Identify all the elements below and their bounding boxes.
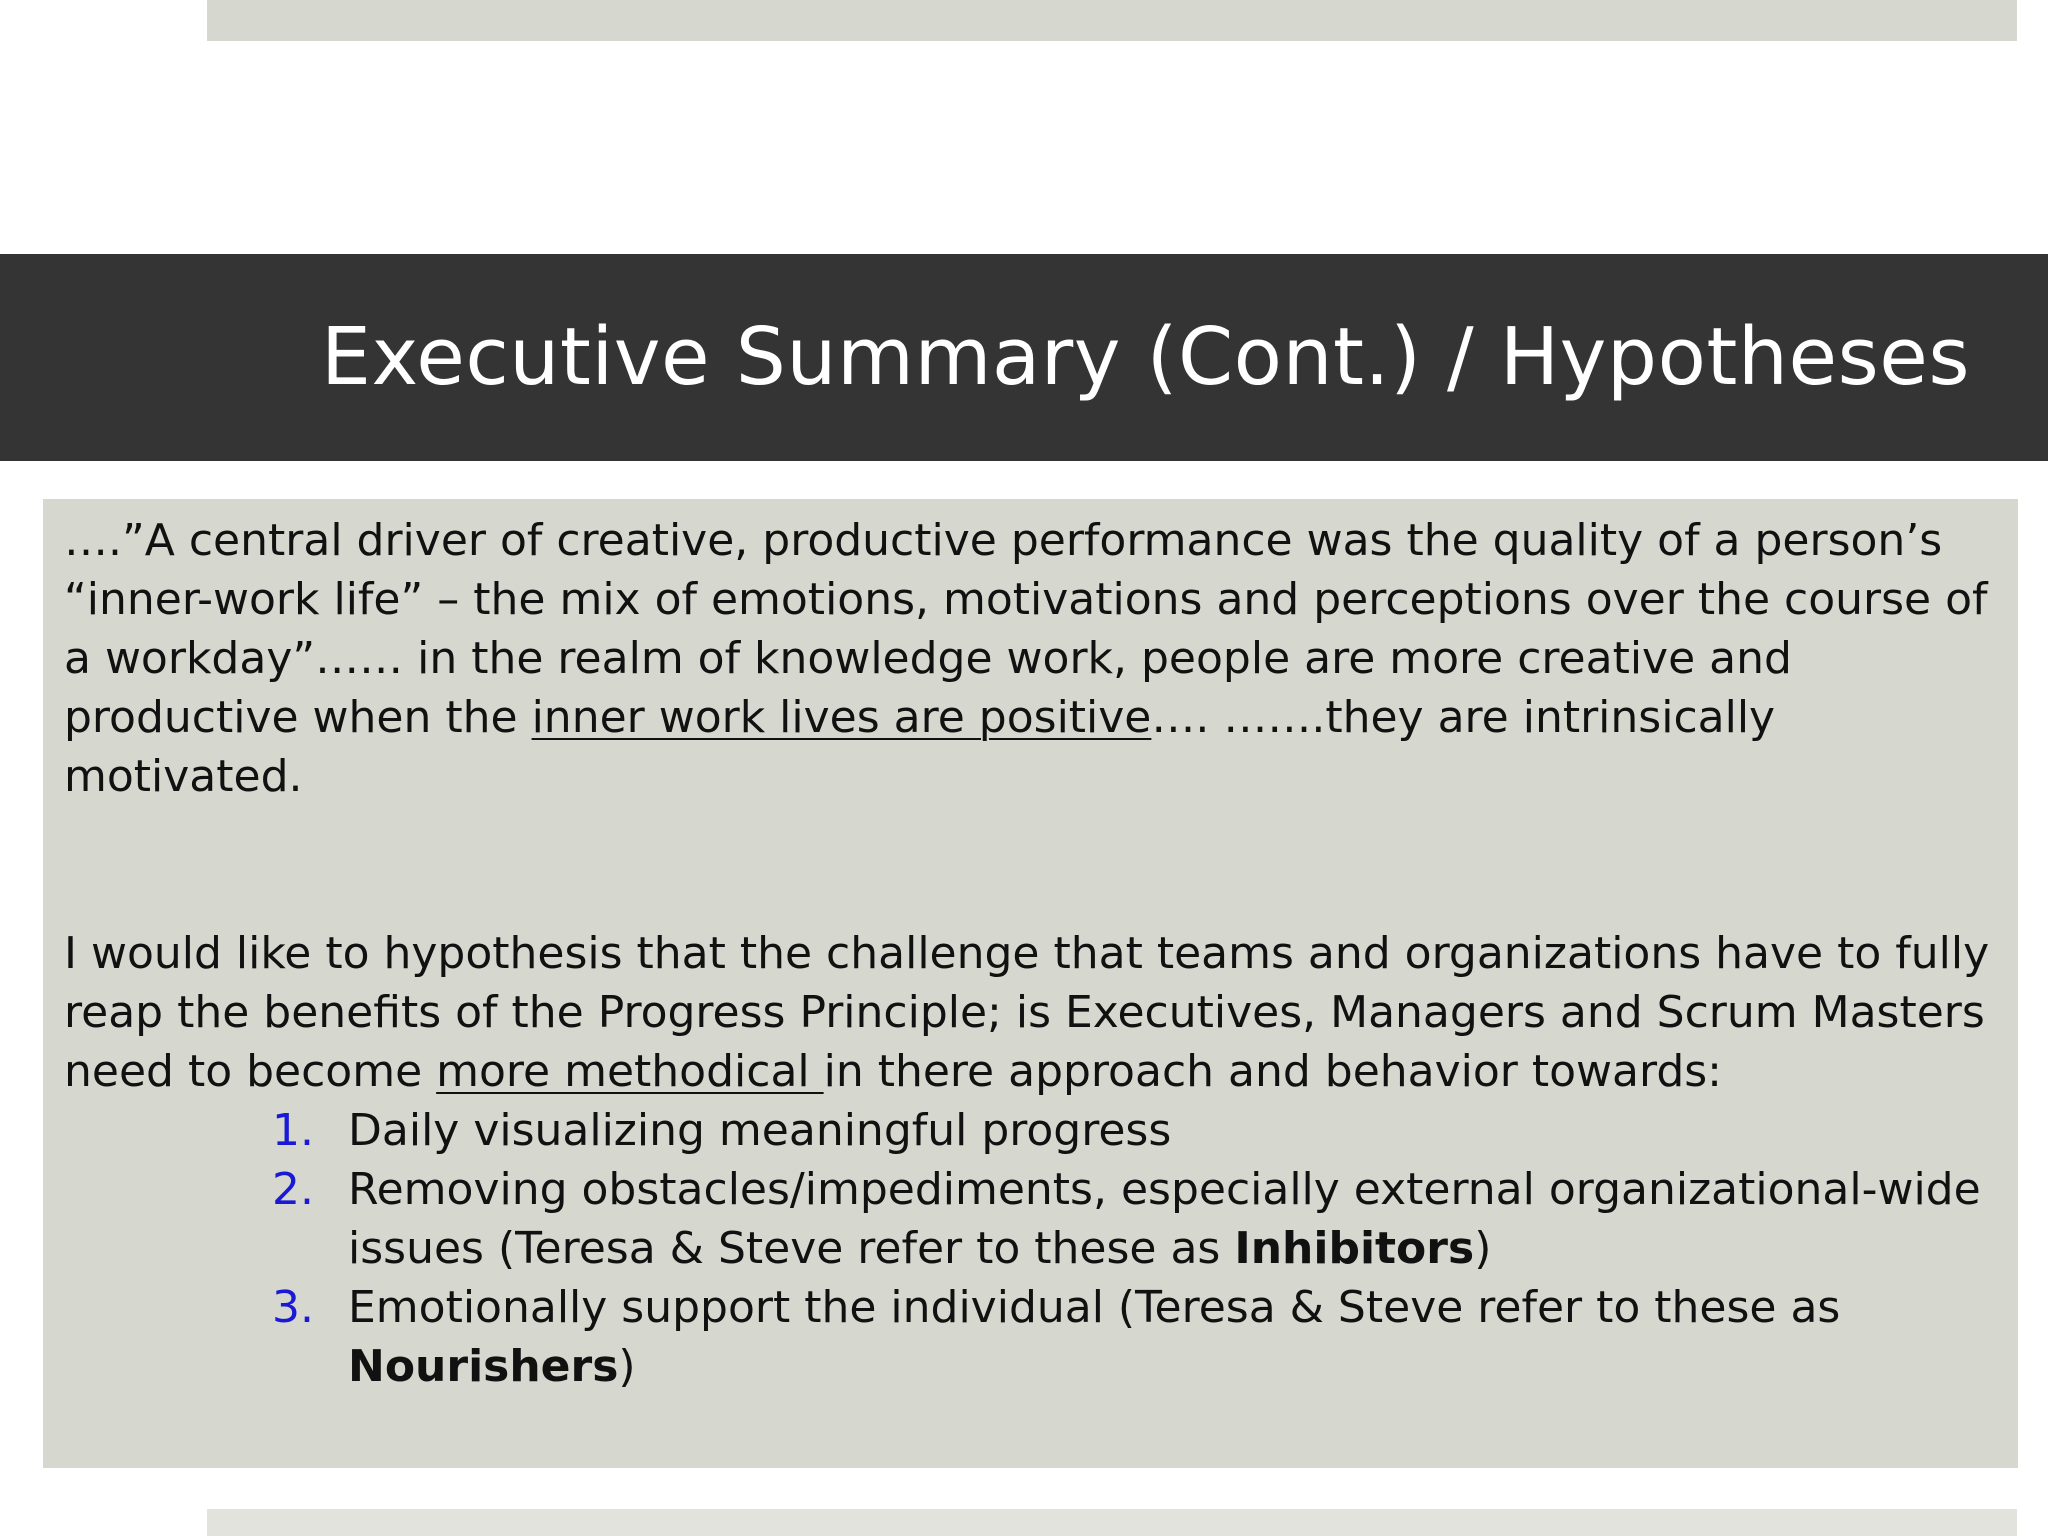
quote-text-part2: …. …….they are intrinsically motivated.	[64, 692, 1776, 802]
hypothesis-list	[64, 1101, 2014, 1396]
hypothesis-underlined-text: more methodical	[436, 1046, 824, 1097]
list-item-text: Daily visualizing meaningful progress	[348, 1105, 1172, 1156]
hypothesis-paragraph	[64, 924, 2014, 1101]
slide-body	[64, 511, 2014, 1396]
list-item	[64, 1101, 2014, 1160]
list-item-text: Removing obstacles/impediments, especially external organizational-wide issues (Teresa & Steve refer to these as	[348, 1164, 1981, 1274]
list-item-suffix: )	[1474, 1223, 1492, 1274]
slide-title: Executive Summary (Cont.) / Hypotheses	[321, 311, 1970, 403]
list-item-number: 3.	[272, 1282, 314, 1333]
list-item	[64, 1278, 2014, 1396]
content-box	[43, 499, 2018, 1468]
paragraph-gap	[64, 806, 2014, 924]
list-item-number: 2.	[272, 1164, 314, 1215]
quote-underlined-text: inner work lives are positive	[531, 692, 1152, 743]
top-decorative-strip	[207, 0, 2017, 41]
list-item-text: Emotionally support the individual (Teresa & Steve refer to these as	[348, 1282, 1841, 1333]
hypothesis-text-part2: in there approach and behavior towards:	[823, 1046, 1722, 1097]
quote-paragraph	[64, 511, 2014, 806]
list-item-bold-term: Inhibitors	[1234, 1223, 1475, 1274]
list-item-suffix: )	[618, 1341, 636, 1392]
list-item	[64, 1160, 2014, 1278]
list-item-number: 1.	[272, 1105, 314, 1156]
bottom-decorative-strip	[207, 1509, 2017, 1536]
title-bar	[0, 254, 2048, 461]
hypothesis-text-part1: I would like to hypothesis that the challenge that teams and organizations have to fully reap the benefits of the Progress Principle; is Executives, Managers and Scrum Masters need to become	[64, 928, 1990, 1097]
quote-text-part1: ….”A central driver of creative, productive performance was the quality of a person’s “inner-work life” – the mix of emotions, motivations and perceptions over the course of a workday”…… in the realm of knowledge work, people are more creative and productive when the	[64, 515, 1988, 743]
list-item-bold-term: Nourishers	[348, 1341, 619, 1392]
